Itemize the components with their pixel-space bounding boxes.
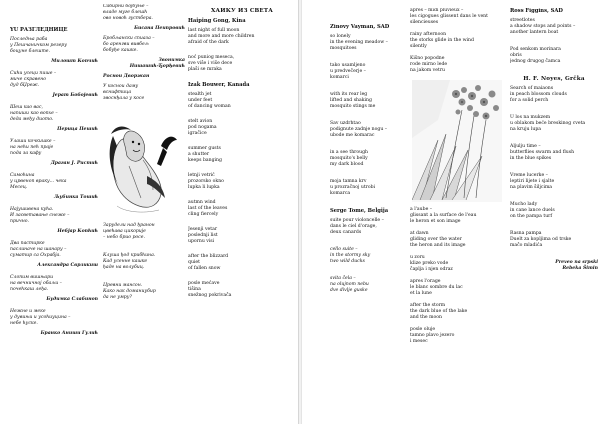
haiku-text: posle mećave tišina snežnog pokrivača (188, 281, 232, 298)
poem-author: Бисана Пеипровић (134, 26, 185, 31)
section-heading: Serge Tome, Belgija (330, 208, 389, 214)
haiku-text: noć puniog meseca, sve više i više dece plaši se mraka (188, 55, 235, 72)
haiku-text: moja tamna krv u prozračnoj utrobi komarca (330, 179, 376, 196)
poem-author: Јерат Бобојевић (52, 93, 98, 98)
haiku-text: Сабирни бојбуње – владе муге блешћ ово новоћ густбера. (103, 4, 153, 21)
woman-portrait-image (103, 106, 185, 218)
flower-painting-image (412, 80, 502, 202)
haiku-text: stelt avion pod nogama igračice (188, 119, 217, 136)
section-heading: Ross Figgins, SAD (510, 8, 563, 14)
haiku-text: Зарудели над ђранон цвећава цикорије – небо брио росе. (103, 223, 155, 240)
haiku-text: Aljulju time – butterflies swarm and flush in the blue spikes (510, 144, 575, 161)
poem-author: Будимка Слабиноп (46, 297, 98, 302)
haiku-text: Улаши кочкишке – на нећи пећ праје пода за кафу (10, 139, 56, 156)
right-column-1 (330, 24, 410, 422)
poem-author: Izak Bouwer, Kanada (188, 82, 250, 88)
haiku-text: stealth jet under feet of dancing woman (188, 92, 231, 109)
section-heading: Zinovy Vayman, SAD (330, 24, 390, 30)
haiku-text: Search of maiaons in peach blossom clouds for a solid perch (510, 86, 567, 103)
haiku-text: letnji vetrić prozorsko okno lupka li lupka (188, 173, 224, 190)
haiku-text: last night of full moon and more and more children afraid of the dark (188, 28, 255, 45)
left-column-1 (10, 27, 98, 421)
haiku-text: Vreme lucerke – leptiri lijete i sjalte na plavim šiljcima (510, 173, 555, 190)
haiku-text: Бробљански спиаза – бо аренгви вивбељ бобуђе кашке. (103, 36, 155, 53)
right-column-3 (510, 8, 598, 422)
right-column-2 (410, 8, 510, 422)
poem-author: Haiping Gong, Kina (188, 18, 246, 24)
haiku-text: u zoru klize preko vode čaplja i njen odraz (410, 255, 453, 272)
poem-author: Preveo na srpski Rebeka Šimin (555, 260, 598, 271)
haiku-text: Два пастирке паслиначе на шанару – суматир са Охрабја. (10, 241, 67, 258)
haiku-text: svita čela – na olujnom nebu dve divlje guske (330, 276, 369, 293)
poem-author: Звонимка Нишашић-Ђорђевић (129, 58, 185, 69)
haiku-text: with its rear leg lifted and shaking mosquito stings me (330, 92, 376, 109)
woman-portrait-illustration (103, 106, 185, 218)
poem-author: Перица Пешић (57, 127, 98, 132)
section-heading: ХАИКУ ИЗ СВЕТА (211, 8, 273, 14)
haiku-text: U los na mukzem u oblakom beće breskinog cveta na kruju lupa (510, 115, 586, 132)
poem-author: Александра Сврзикиш (37, 263, 98, 268)
haiku-text: streetlotes a shadow stops and points – another lantern boat (510, 18, 576, 35)
haiku-text: rainy afternoon the storks glide in the wind silently (410, 32, 474, 49)
haiku-text: Најушивена кућа. И засветавање снеже – прично. (10, 207, 70, 224)
haiku-text: after the storm the dark blue of the lake and the moon (410, 303, 468, 320)
haiku-text: Jesenji vetar poslednji list upornu visi (188, 227, 218, 244)
haiku-text: posle oluje tamno plavo jezero i mesec (410, 327, 455, 344)
haiku-text: suite pour violoncelle – dans le ciel d'orage, deux canards (330, 218, 384, 235)
haiku-text: a l'aube – glissant a la surface de l'eau le heron et son image (410, 207, 477, 224)
poem-author: Драган Ј. Ристић (50, 161, 98, 166)
haiku-text: summer gusts a shutter keeps banging (188, 146, 222, 163)
haiku-text: apres – midi pluvieux – les cigogues glissent dans le vent silencieuses (410, 8, 488, 25)
haiku-text: Цревни мансон. Како нак доманиубир да не умру? (103, 283, 156, 300)
haiku-text: autmn wind last of the leaves cling fiercely (188, 200, 228, 217)
haiku-text: Сићи усеци пише – миче скравено дуд бЏреж. (10, 71, 57, 88)
section-heading: YU РАЗГЛЕДНИЦЕ (10, 27, 68, 33)
haiku-text: У коснои даму вснифтица звоснђала у косе (103, 84, 145, 101)
haiku-text: Kišno popodne rode mirno lede na jakom vetru (410, 56, 448, 73)
poem-author: Роснои Дворжан (103, 74, 150, 79)
haiku-text: Шеш као вас, напиши као вопхе – деда међу диото. (10, 105, 58, 122)
haiku-text: Mucho lady in cane lance duels on the pampa turf (510, 202, 555, 219)
left-column-3 (188, 8, 296, 422)
haiku-text: Нежне и меке у дувињи и усоћиуцина – небе ћуске. (10, 309, 71, 326)
haiku-text: in a see through mosquito's belly my dark blood (330, 150, 368, 167)
haiku-text: Pod senkom morinara obris jednog drugog čamca (510, 47, 561, 64)
left-column-2 (103, 4, 185, 422)
poem-author: Љубинка Тошић (54, 195, 98, 200)
flower-painting-illustration (412, 80, 502, 202)
left-page (0, 0, 298, 424)
haiku-text: so lonely in the evening meadow – mosquitoes (330, 34, 388, 51)
haiku-text: at dawn gliding over the water the heron and its image (410, 231, 466, 248)
haiku-text: apres l'orage le blanc sombre du lac et la lune (410, 279, 463, 296)
haiku-text: Самоћина у црвеноп враку... чека Месец. (10, 173, 67, 190)
haiku-text: Последња раба у Пешчаничком резеру боцуне блеште. (10, 37, 67, 54)
haiku-text: Rasna pampa Duelt za kopljima od trske mačo mladića (510, 231, 572, 248)
poem-author: Бранко Аниши Гулић (40, 331, 98, 336)
haiku-text: Sav uzdrhtao podignute zadnje nogu – ubode me komarac (330, 121, 388, 138)
right-page (302, 0, 600, 424)
poem-author: Небјар Копћић (57, 229, 98, 234)
haiku-text: tako usamljeno u predvečerje – komarci (330, 63, 366, 80)
haiku-text: Слопим вишњари на вечничној обаљи – почећкаш леђа. (10, 275, 62, 292)
poem-author: Милошт Копчић (51, 59, 98, 64)
section-heading: H. F. Noyes, Grčka (523, 76, 585, 82)
haiku-text: Клуша ђод крибћина. Кад усенне кашке ђаде на волубиц. (103, 253, 156, 270)
haiku-text: after the blizzard quiet of fallen snow (188, 254, 229, 271)
haiku-text: cello suite – in the stormy sky two wild ducks (330, 247, 371, 264)
